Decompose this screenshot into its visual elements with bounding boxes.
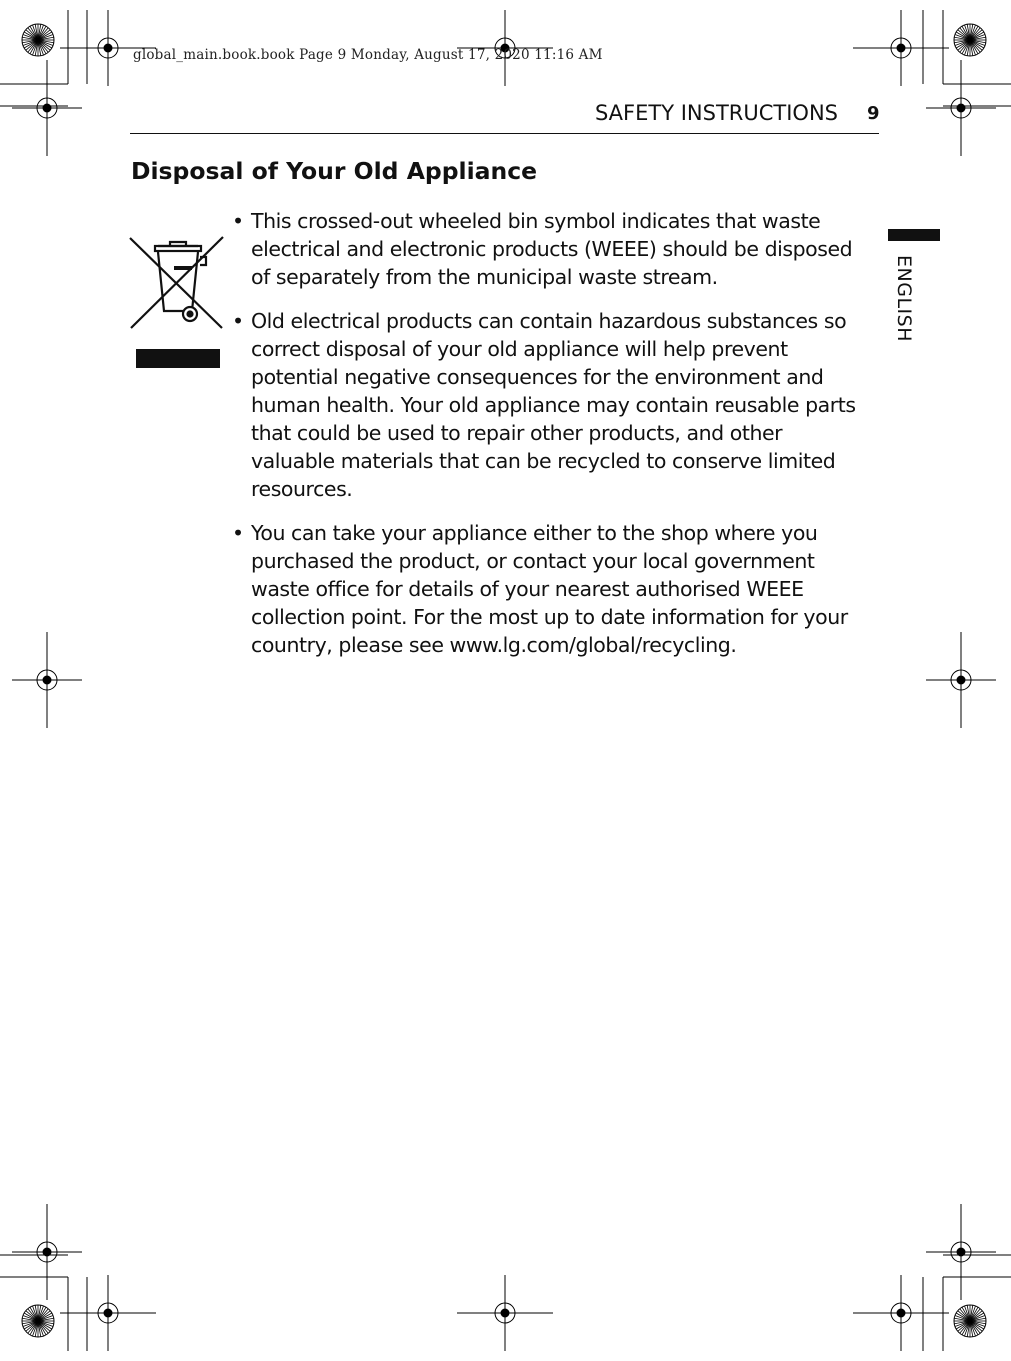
list-item: [230, 307, 870, 503]
header-divider: [130, 133, 879, 134]
page-number: 9: [867, 103, 880, 124]
bullet-glyph: •: [232, 309, 244, 333]
list-item: [230, 519, 870, 659]
bullet-glyph: •: [232, 209, 244, 233]
weee-date-bar: [136, 349, 220, 368]
print-slug-line: global_main.book.book Page 9 Monday, August 17, 2020 11:16 AM: [133, 47, 603, 63]
bullet-text: This crossed-out wheeled bin symbol indicates that waste electrical and electronic products (WEEE) should be disposed of separately from the municipal waste stream.: [251, 209, 853, 289]
list-item: [230, 207, 870, 291]
bullet-text: Old electrical products can contain hazardous substances so correct disposal of your old appliance will help prevent potential negative consequences for the environment and human health. Your old appliance may contain reusable parts that could be used to repair other products, and other valuable materials that can be recycled to conserve limited resources.: [251, 309, 856, 501]
header-section-title: SAFETY INSTRUCTIONS: [594, 101, 838, 125]
language-side-label: ENGLISH: [893, 255, 915, 342]
bullet-text: You can take your appliance either to the shop where you purchased the product, or contact your local government waste office for details of your nearest authorised WEEE collection point. For the most up to date information for your country, please see www.lg.com/global/recycling.: [251, 521, 848, 657]
section-heading: Disposal of Your Old Appliance: [131, 157, 538, 185]
bullet-glyph: •: [232, 521, 244, 545]
language-tab-bar: [888, 229, 940, 241]
disposal-bullet-list: [230, 207, 870, 675]
crossed-out-wheeled-bin-icon: [128, 233, 226, 333]
